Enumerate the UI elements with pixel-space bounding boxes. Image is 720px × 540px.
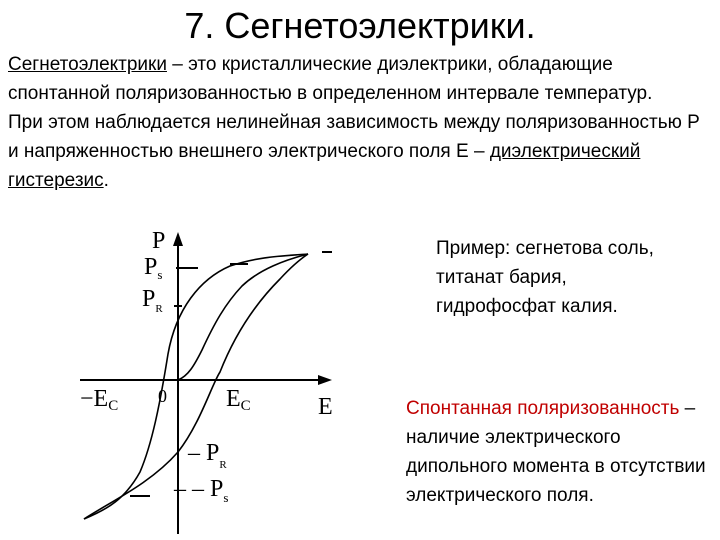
intro-line2-start: При этом наблюдается нелинейная зависимость между поляризованностью P и напряженностью внешнего электрического поля E – — [8, 112, 700, 162]
neg-pr-label: – $P_R$ — [188, 440, 227, 471]
example-line-3: гидрофосфат калия. — [436, 296, 618, 317]
intro-paragraph-1 — [8, 50, 714, 108]
p-axis-label: P — [152, 228, 166, 254]
intro-definition: – это кристаллические диэлектрики, обладающие спонтанной поляризованностью в определенном интервале температур. — [8, 54, 653, 104]
intro-text — [8, 50, 714, 195]
example-line-1: Пример: сегнетова соль, — [436, 238, 654, 259]
hysteresis-diagram — [70, 224, 370, 536]
ec-label: EC — [226, 386, 251, 414]
slide-title: 7. Сегнетоэлектрики. — [184, 5, 536, 46]
example-line-2: титанат бария, — [436, 267, 567, 288]
spontaneous-polarization-definition — [406, 394, 716, 510]
initial-polarization-curve — [178, 254, 308, 380]
e-axis-label: E — [318, 394, 333, 420]
neg-ec-label: −EC — [80, 386, 119, 414]
hysteresis-term: диэлектрический гистерезис — [8, 141, 641, 191]
e-axis-arrow — [318, 375, 332, 385]
intro-term: Сегнетоэлектрики — [8, 54, 167, 75]
intro-line2-end: . — [103, 170, 109, 191]
definition-rest: – наличие электрического дипольного момента в отсутствии электрического поля. — [406, 398, 706, 506]
definition-term: Спонтанная поляризованность — [406, 398, 680, 419]
p-axis-arrow — [173, 232, 183, 246]
pr-label: $P_R$ — [142, 286, 163, 315]
intro-paragraph-2 — [8, 108, 714, 195]
ps-label: $P_s$ — [144, 254, 163, 282]
neg-ps-label: – – $P_s$ — [174, 476, 229, 505]
example-block — [436, 234, 716, 321]
origin-label: 0 — [158, 386, 167, 406]
